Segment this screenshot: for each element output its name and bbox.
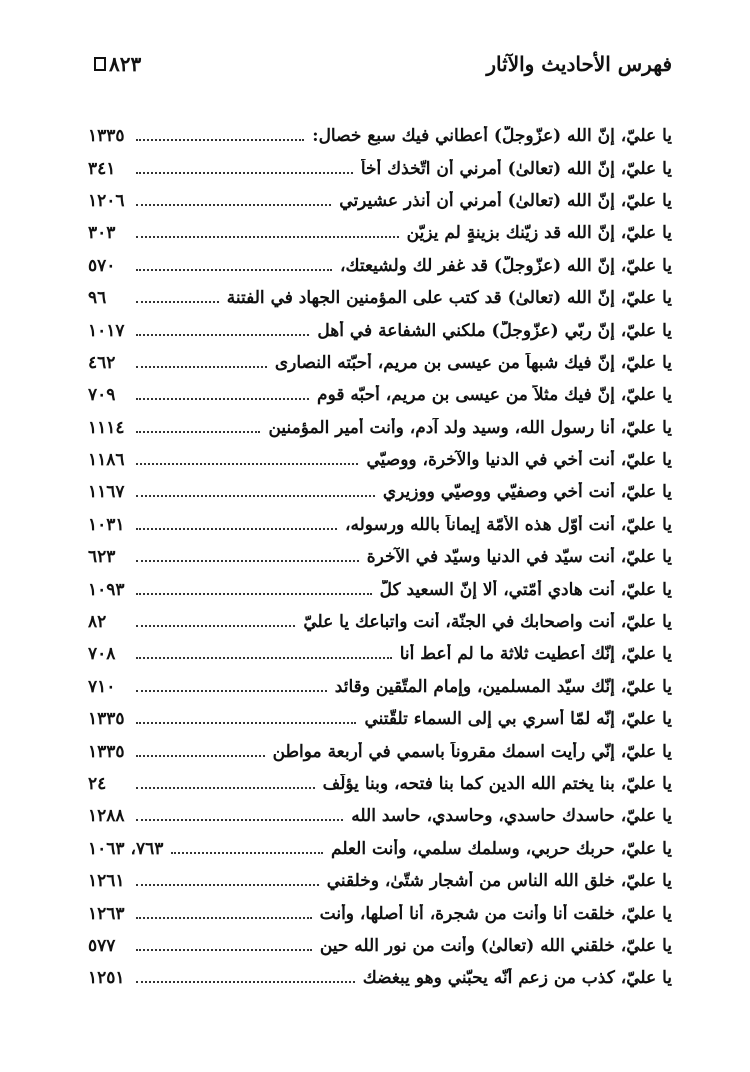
entry-page-number: ١١١٤ — [88, 417, 125, 438]
entry-page-number: ١١٨٦ — [88, 450, 125, 471]
index-entry — [88, 476, 672, 508]
entry-page-number: ١٣٣٥ — [88, 126, 125, 147]
index-entry — [88, 800, 672, 832]
entry-text: يا عليّ، حاسدك حاسدي، وحاسدي، حاسد الله — [351, 806, 672, 827]
dot-leader — [136, 884, 319, 886]
entry-text: يا عليّ، أنت أخي وصفيّي ووصيّي ووزيري — [382, 482, 672, 503]
page-number-text: ٨٢٣ — [109, 52, 142, 76]
entry-page-number: ١٢٨٨ — [88, 806, 125, 827]
entry-page-number: ١٢٥١ — [88, 968, 125, 989]
dot-leader — [136, 722, 356, 724]
entry-page-number: ١٠٣١ — [88, 514, 125, 535]
entry-text: يا عليّ، أنت أوّل هذه الأمّة إيماناً بالله ورسوله، — [345, 514, 672, 535]
entry-text: يا عليّ، إنّي رأيت اسمك مقروناً باسمي في أربعة مواطن — [272, 741, 672, 762]
index-entry — [88, 185, 672, 217]
dot-leader — [171, 852, 323, 854]
entry-page-number: ٣٤١ — [88, 158, 116, 179]
index-entry — [88, 573, 672, 605]
index-entry — [88, 412, 672, 444]
index-entry — [88, 768, 672, 800]
index-entry — [88, 509, 672, 541]
index-entry — [88, 379, 672, 411]
entry-page-number: ٩٦ — [88, 288, 107, 309]
dot-leader — [136, 431, 260, 433]
dot-leader — [136, 528, 337, 530]
entry-page-number: ٢٤ — [88, 774, 107, 794]
index-entry — [88, 444, 672, 476]
entry-text: يا عليّ، أنت أخي في الدنيا والآخرة، ووصيّي — [366, 450, 672, 471]
entry-page-number: ١٠٩٣ — [88, 579, 125, 600]
index-entry — [88, 897, 672, 929]
entry-text: يا عليّ، إنّ الله (عزّوجلّ) قد غفر لك ولشيعتك، — [340, 255, 672, 276]
entry-page-number: ١٠١٧ — [88, 320, 125, 341]
index-entry — [88, 217, 672, 249]
square-icon — [94, 57, 106, 71]
dot-leader — [136, 690, 327, 692]
entry-page-number: ٧٦٣، ١٠٦٣ — [88, 838, 164, 859]
dot-leader — [136, 398, 309, 400]
dot-leader — [136, 981, 355, 983]
entry-text: يا عليّ، كذب من زعم أنّه يحبّني وهو يبغضك — [362, 968, 672, 989]
entry-text: يا عليّ، إنّ ربّي (عزّوجلّ) ملكني الشفاعة في أهل — [317, 320, 672, 341]
index-entry — [88, 962, 672, 994]
index-entry — [88, 930, 672, 962]
dot-leader — [136, 593, 372, 595]
entry-page-number: ٨٢ — [88, 612, 107, 633]
entry-page-number: ٧٠٨ — [88, 644, 116, 665]
dot-leader — [136, 819, 343, 821]
dot-leader — [136, 139, 304, 141]
index-entry — [88, 638, 672, 670]
dot-leader — [136, 755, 265, 757]
dot-leader — [136, 269, 332, 271]
hadith-index-list — [88, 120, 672, 995]
entry-text: يا عليّ، إنّ الله (تعالىٰ) أمرني أن أنذر عشيرتي — [339, 190, 672, 211]
dot-leader — [136, 301, 219, 303]
entry-page-number: ٧٠٩ — [88, 385, 116, 406]
dot-leader — [136, 657, 392, 659]
index-entry — [88, 541, 672, 573]
entry-text: يا عليّ، إنّك أُعطيت ثلاثة ما لم أُعط أنا — [399, 644, 672, 665]
entry-text: يا عليّ، خلقت أنا وأنت من شجرة، أنا أصلها، وأنت — [319, 903, 672, 924]
entry-text: يا عليّ، إنّ فيك شبهاً من عيسى بن مريم، أحبّته النصارى — [274, 352, 672, 373]
dot-leader — [136, 787, 315, 789]
entry-text: يا عليّ، أنت سيّد في الدنيا وسيّد في الآخرة — [366, 547, 672, 568]
dot-leader — [136, 495, 375, 497]
entry-page-number: ١٣٣٥ — [88, 741, 125, 762]
index-entry — [88, 347, 672, 379]
entry-page-number: ١٢٦١ — [88, 871, 125, 892]
entry-text: يا عليّ، حربك حربي، وسلمك سلمي، وأنت العلم — [331, 838, 672, 859]
index-entry — [88, 833, 672, 865]
entry-page-number: ١١٦٧ — [88, 482, 125, 503]
entry-text: يا عليّ، أنت واصحابك في الجنّة، أنت واتباعك يا عليّ — [303, 612, 672, 633]
entry-page-number: ٥٧٠ — [88, 255, 116, 276]
page-header — [92, 52, 672, 82]
index-entry — [88, 314, 672, 346]
entry-page-number: ٣٠٣ — [88, 223, 116, 244]
entry-text: يا عليّ، إنّه لمّا أُسري بي إلى السماء تلقّتني — [364, 709, 672, 730]
entry-text: يا عليّ، إنّ الله (عزّوجلّ) أعطاني فيك سبع خصال: — [312, 126, 672, 147]
dot-leader — [136, 949, 312, 951]
entry-page-number: ٦٢٣ — [88, 547, 116, 568]
entry-page-number: ٥٧٧ — [88, 935, 116, 956]
index-entry — [88, 735, 672, 767]
dot-leader — [136, 917, 312, 919]
index-entry — [88, 703, 672, 735]
entry-text: يا عليّ، أنت هادي أُمّتي، ألا إنّ السعيد كلّ — [379, 579, 672, 600]
entry-text: يا عليّ، خلقني الله (تعالىٰ) وأنت من نور الله حين — [319, 935, 672, 956]
entry-page-number: ٤٦٢ — [88, 352, 116, 373]
entry-page-number: ٧١٠ — [88, 676, 116, 697]
entry-text: يا عليّ، خلق الله الناس من أشجار شتّىٰ، وخلقني — [326, 871, 672, 892]
index-entry — [88, 250, 672, 282]
dot-leader — [136, 625, 295, 627]
entry-text: يا عليّ، إنّ الله قد زيّنك بزينةٍ لم يزيّن — [406, 223, 672, 244]
dot-leader — [136, 204, 331, 206]
entry-page-number: ١٢٦٣ — [88, 903, 125, 924]
entry-page-number: ١٣٣٥ — [88, 709, 125, 730]
entry-text: يا عليّ، إنّك سيّد المسلمين، وإمام المتّقين وقائد — [334, 676, 672, 697]
dot-leader — [136, 366, 267, 368]
entry-text: يا عليّ، إنّ الله (تعالىٰ) قد كتب على المؤمنين الجهاد في الفتنة — [226, 288, 672, 309]
dot-leader — [136, 560, 359, 562]
index-entry — [88, 152, 672, 184]
dot-leader — [136, 463, 358, 465]
entry-text: يا عليّ، إنّ الله (تعالىٰ) أمرني أن اتّخذك أخاً — [360, 158, 672, 179]
index-entry — [88, 282, 672, 314]
running-title: فهرس الأحاديث والآثار — [486, 52, 672, 76]
index-entry — [88, 865, 672, 897]
entry-text: يا عليّ، إنّ فيك مثلاً من عيسى بن مريم، أحبّه قوم — [317, 385, 672, 406]
dot-leader — [136, 236, 399, 238]
entry-page-number: ١٢٠٦ — [88, 190, 125, 211]
index-entry — [88, 671, 672, 703]
entry-text: يا عليّ، أنا رسول الله، وسيد ولد آدم، وأنت أمير المؤمنين — [268, 417, 672, 438]
dot-leader — [136, 172, 353, 174]
index-entry — [88, 120, 672, 152]
entry-text: يا عليّ، بنا يختم الله الدين كما بنا فتحه، وبنا يؤلّف — [322, 774, 672, 794]
index-entry — [88, 606, 672, 638]
page-number — [92, 52, 141, 76]
dot-leader — [136, 334, 309, 336]
